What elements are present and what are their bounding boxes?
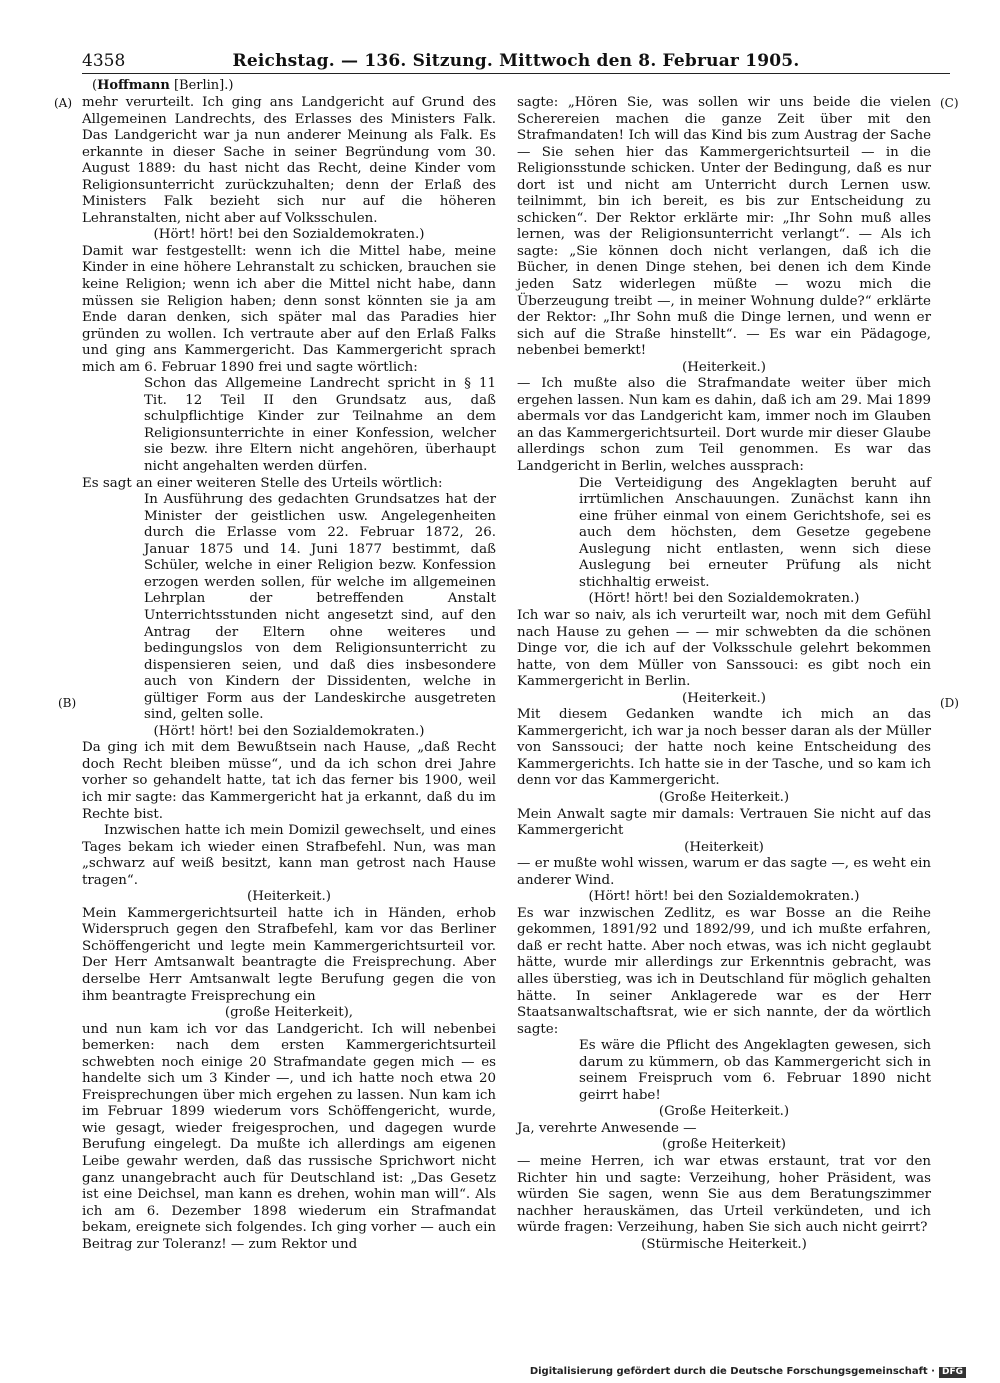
- right-column: [517, 95, 931, 1253]
- interjection: (Hört! hört! bei den Sozialdemokraten.): [153, 723, 425, 739]
- page-number: 4358: [82, 51, 126, 71]
- interjection: (Große Heiterkeit.): [658, 789, 790, 805]
- paragraph: Mit diesem Gedanken wandte ich mich an das Kammergericht, ich war ja noch besser daran als der Müller von Sanssouci; der hatte noch keine Entscheidung des Kammergerichts. Ich hatte sie in der Tasche, und so kam ich denn vor das Kammergericht.: [517, 707, 931, 789]
- paragraph: — Ich mußte also die Strafmandate weiter über mich ergehen lassen. Nun kam es dahin, daß ich am 29. Mai 1899 abermals vor das Landgericht kam, immer noch im Glauben an das Kammergerichtsurteil. Dort wurde mir dieser Glaube allerdings schon zum Teil genommen. Es war das Landgericht in Berlin, welches aussprach:: [517, 376, 931, 475]
- interjection: (Hört! hört! bei den Sozialdemokraten.): [588, 889, 860, 905]
- dfg-logo-icon: DFG: [939, 1367, 966, 1378]
- quotation: In Ausführung des gedachten Grundsatzes hat der Minister der geistlichen usw. Angelegenheiten durch die Erlasse vom 22. Februar 1872, 26. Januar 1875 und 14. Juni 1877 bestimmt, daß Schüler, welche in einer Religion bezw. Konfession erzogen werden sollen, für welche im allgemeinen Lehrplan der betreffenden Anstalt Unterrichtsstunden nicht angesetzt sind, auf den Antrag der Eltern ohne weiteres und bedingungslos von dem Religionsunterricht zu dispensieren seien, und daß dies insbesondere auch von Kindern der Dissidenten, welche in gültiger Form aus der Landeskirche ausgetreten sind, gelten solle.: [144, 492, 496, 723]
- paragraph: — meine Herren, ich war etwas erstaunt, trat vor den Richter hin und sagte: Verzeihung, hoher Präsident, was würden Sie sagen, wenn Sie aus dem Beratungszimmer nachher herauskämen, das Urteil verkündeten, und ich würde fragen: Verzeihung, haben Sie sich auch nicht geirrt?: [517, 1154, 931, 1236]
- interjection: (Heiterkeit.): [682, 359, 766, 375]
- margin-marker-c: (C): [940, 96, 959, 110]
- paragraph: Mein Anwalt sagte mir damals: Vertrauen Sie nicht auf das Kammergericht: [517, 806, 931, 839]
- left-column: [82, 95, 496, 1253]
- quotation: Es wäre die Pflicht des Angeklagten gewesen, sich darum zu kümmern, ob das Kammergericht sich in seinem Freispruch vom 6. Februar 1890 nicht geirrt habe!: [579, 1038, 931, 1103]
- credit-text: Digitalisierung gefördert durch die Deutsche Forschungsgemeinschaft ·: [529, 1366, 935, 1377]
- interjection: (Große Heiterkeit.): [658, 1104, 790, 1120]
- interjection: (große Heiterkeit),: [224, 1005, 354, 1021]
- paragraph: sagte: „Hören Sie, was sollen wir uns beide die vielen Scherereien machen die ganze Zeit über mit den Strafmandaten! Ich will das Kind bis zum Austrag der Sache — Sie sehen hier das Kammergerichtsurteil — in die Religionsstunde schicken. Unter der Bedingung, daß es nur dort ist und nicht am Unterricht durch Lernen usw. teilnimmt, bin ich bereit, es bis zur Entscheidung zu schicken“. Der Rektor erklärte mir: „Ihr Sohn muß alles lernen, was der Religionsunterricht verlangt“. — Als ich sagte: „Sie können doch nicht verlangen, daß ich die Bücher, in denen Dinge stehen, bei denen ich dem Kinde jeden Satz widerlegen müßte — wozu mich die Überzeugung treibt —, in meiner Wohnung dulde?“ erklärte der Rektor: „Ihr Sohn muß die Dinge lernen, und wenn er sich auf die Straße hinstellt“. — Es war ein Pädagoge, nebenbei bemerkt!: [517, 95, 931, 359]
- interjection: (Heiterkeit.): [682, 690, 766, 706]
- speaker-line: (Hoffmann [Berlin].): [92, 78, 234, 93]
- paragraph: und nun kam ich vor das Landgericht. Ich will nebenbei bemerken: nach dem ersten Kammergerichtsurteil schwebten noch einige 20 Strafmandate gegen mich — es handelte sich um 3 Kinder —, und ich hatte noch etwa 20 Freisprechungen über mich ergehen zu lassen. Nun kam ich im Februar 1899 wiederum vors Schöffengericht, wurde, wie gesagt, wieder freigesprochen, und dagegen wurde Berufung eingelegt. Da mußte ich allerdings am eigenen Leibe gewahr werden, daß das russische Sprichwort nicht ganz unangebracht auch für Deutschland ist: „Das Gesetz ist eine Deichsel, man kann es drehen, wohin man will“. Als ich am 6. Dezember 1898 wiederum ein Strafmandat bekam, ereignete sich folgendes. Ich ging vorher — auch ein Beitrag zur Toleranz! — zum Rektor und: [82, 1021, 496, 1252]
- quotation: Die Verteidigung des Angeklagten beruht auf irrtümlichen Anschauungen. Zunächst kann ihn eine früher einmal von einem Gerichtshofe, sei es auch dem höchsten, dem Gesetze gegebene Auslegung nicht entlasten, wenn sich diese Auslegung bei erneuter Prüfung als nicht stichhaltig erweist.: [579, 475, 931, 590]
- margin-marker-a: (A): [54, 96, 73, 110]
- interjection: (Heiterkeit.): [247, 889, 331, 905]
- paragraph: Mein Kammergerichtsurteil hatte ich in Händen, erhob Widerspruch gegen den Strafbefehl, kam vor das Berliner Schöffengericht und legte mein Kammergerichtsurteil vor. Der Herr Amtsanwalt beantragte die Freisprechung. Aber derselbe Herr Amtsanwalt legte Berufung gegen die von ihm beantragte Freisprechung ein: [82, 905, 496, 1004]
- interjection: (Hört! hört! bei den Sozialdemokraten.): [153, 227, 425, 243]
- speaker-location: [Berlin].): [173, 78, 234, 93]
- interjection: (Hört! hört! bei den Sozialdemokraten.): [588, 591, 860, 607]
- paragraph: Es sagt an einer weiteren Stelle des Urteils wörtlich:: [82, 475, 443, 491]
- interjection: (Heiterkeit): [684, 839, 764, 855]
- paragraph: Inzwischen hatte ich mein Domizil gewechselt, und eines Tages bekam ich wieder einen Strafbefehl. Nun, was man „schwarz auf weiß besitzt, kann man getrost nach Hause tragen“.: [82, 823, 496, 888]
- margin-marker-b: (B): [58, 696, 77, 710]
- interjection: (Stürmische Heiterkeit.): [641, 1236, 807, 1252]
- quotation: Schon das Allgemeine Landrecht spricht in § 11 Tit. 12 Teil II den Grundsatz aus, daß schulpflichtige Kinder zur Teilnahme an dem Religionsunterrichte in einer Konfession, welcher sie bezw. ihre Eltern nicht angehören, überhaupt nicht angehalten werden dürfen.: [144, 376, 496, 475]
- paragraph: Es war inzwischen Zedlitz, es war Bosse an die Reihe gekommen, 1891/92 und 1892/99, und ich mußte erfahren, daß er recht hatte. Aber noch etwas, was ich nicht geglaubt hätte, wurde mir allerdings zur Erkenntnis gebracht, was alles überstieg, was ich in Deutschland für möglich gehalten hätte. In seiner Anklagerede war es der Herr Staatsanwaltschaftsrat, wie er sich nannte, der da wörtlich sagte:: [517, 905, 931, 1037]
- interjection: (große Heiterkeit): [662, 1137, 786, 1153]
- paragraph: Damit war festgestellt: wenn ich die Mittel habe, meine Kinder in eine höhere Lehranstalt zu schicken, brauchen sie keine Religion; wenn ich aber die Mittel nicht habe, dann müssen sie Religion haben; denn sonst könnten sie ja am Ende daran denken, sich später mal das Paradies hier gründen zu wollen. Ich vertraute aber auf den Erlaß Falks und ging ans Kammergericht. Das Kammergericht sprach mich am 6. Februar 1890 frei und sagte wörtlich:: [82, 243, 496, 375]
- paragraph: Ich war so naiv, als ich verurteilt war, noch mit dem Gefühl nach Hause zu gehen — — mir schwebten da die schönen Dinge vor, die ich auf der Volksschule gelehrt bekommen hatte, von dem Müller von Sanssouci: es gibt noch ein Kammergericht in Berlin.: [517, 607, 931, 690]
- margin-marker-d: (D): [940, 696, 959, 710]
- paragraph: Ja, verehrte Anwesende —: [517, 1120, 697, 1136]
- speaker-name: Hoffmann: [97, 78, 170, 93]
- digitization-credit: [530, 1366, 966, 1378]
- running-title: Reichstag. — 136. Sitzung. Mittwoch den 8. Februar 1905.: [232, 51, 800, 71]
- paragraph: — er mußte wohl wissen, warum er das sagte —, es weht ein anderer Wind.: [517, 856, 931, 888]
- page-header: [82, 50, 950, 72]
- header-rule: [82, 73, 950, 74]
- paragraph: mehr verurteilt. Ich ging ans Landgericht auf Grund des Allgemeinen Landrechts, des Erlasses des Ministers Falk. Das Landgericht war ja nun anderer Meinung als Falk. Es erkannte in dieser Sache in seiner Begründung vom 30. August 1889: du hast nicht das Recht, deine Kinder vom Religionsunterricht zurückzuhalten; denn der Erlaß des Ministers Falk bezieht sich nur auf die höheren Lehranstalten, nicht aber auf Volksschulen.: [82, 95, 496, 226]
- paragraph: Da ging ich mit dem Bewußtsein nach Hause, „daß Recht doch Recht bleiben müsse“, und da ich schon drei Jahre vorher so gehandelt hatte, tat ich das ferner bis 1900, weil ich mir sagte: das Kammergericht hat ja erkannt, daß du im Rechte bist.: [82, 740, 496, 822]
